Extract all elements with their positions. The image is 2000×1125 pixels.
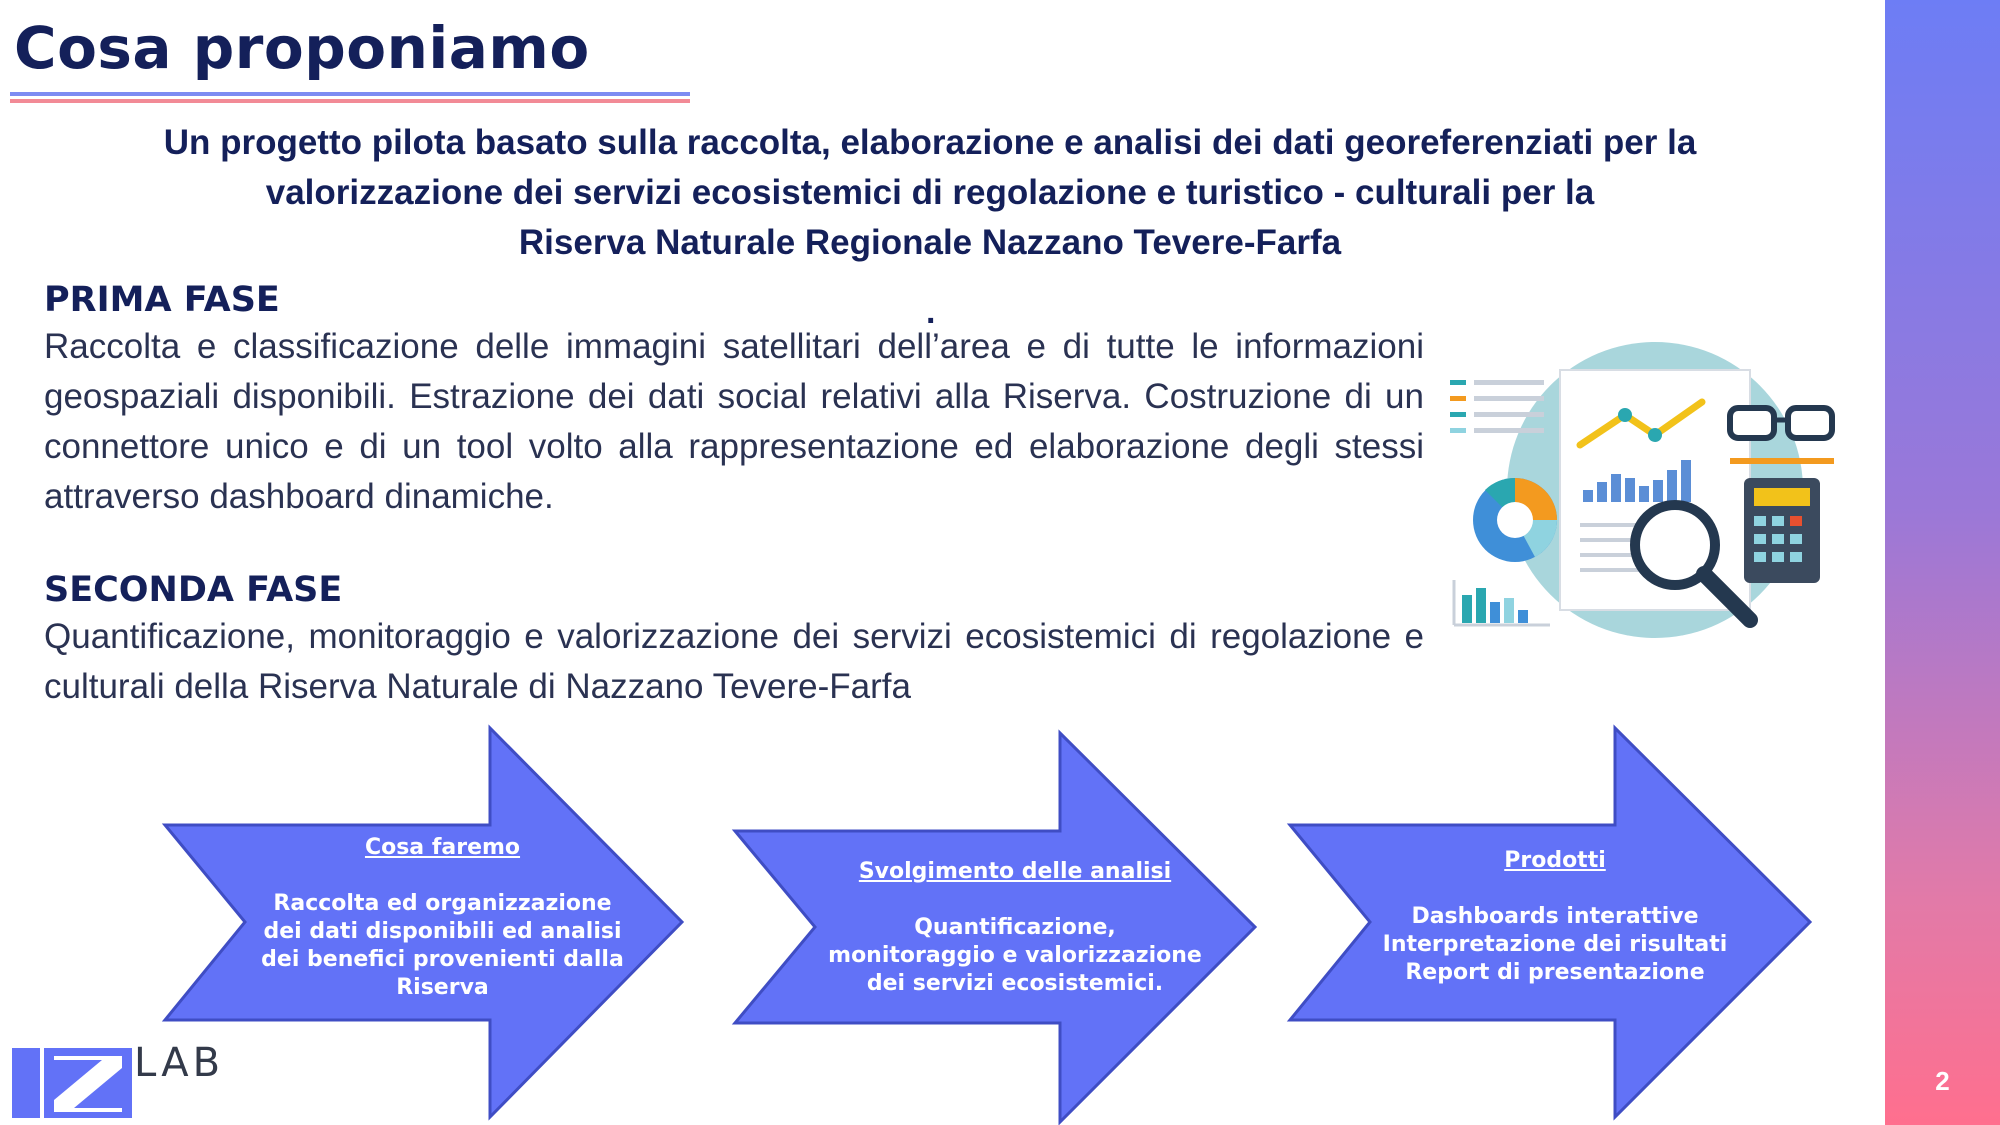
- step-3-heading: Prodotti: [1504, 848, 1606, 873]
- slide-title: Cosa proponiamo: [14, 14, 590, 82]
- title-underline-pink: [10, 99, 690, 103]
- stray-dot: .: [926, 293, 936, 331]
- step-1-description: Raccolta ed organizzazione dei dati disponibili ed analisi dei benefici provenienti dalla Riserva: [261, 891, 624, 1000]
- phase-1-body: Raccolta e classificazione delle immagini satellitari dell’area e di tutte le informazioni geospaziali disponibili. Estrazione dei dati social relativi alla Riserva. Costruzione di un connettore unico e di un tool volto alla rappresentazione ed elaborazione degli stessi attraverso dashboard dinamiche.: [44, 327, 1424, 516]
- small-bar-chart-icon: [1454, 580, 1550, 625]
- phase-1-heading: PRIMA FASE: [44, 280, 280, 320]
- phase-2-heading: SECONDA FASE: [44, 570, 343, 610]
- step-2-text: [810, 858, 1220, 998]
- subtitle-line: valorizzazione dei servizi ecosistemici di regolazione e turistico - culturali per la: [265, 173, 1595, 212]
- step-1-heading: Cosa faremo: [364, 835, 521, 860]
- page-number: 2: [1935, 1066, 1950, 1096]
- step-3-description: Dashboards interattive Interpretazione dei risultati Report di presentazione: [1382, 904, 1728, 985]
- step-1-text: [255, 834, 630, 1002]
- calculator-icon: [1744, 478, 1820, 583]
- step-2-description: Quantificazione, monitoraggio e valorizzazione dei servizi ecosistemici.: [828, 915, 1202, 996]
- pie-chart-icon: [1473, 478, 1557, 562]
- logo-lab-text: LAB: [134, 1040, 225, 1086]
- data-analytics-illustration: [1440, 330, 1850, 660]
- side-gradient-bar: [1885, 0, 2000, 1125]
- step-3-text: [1375, 847, 1735, 987]
- subtitle: [110, 118, 1750, 268]
- phase-2-body: Quantificazione, monitoraggio e valorizzazione dei servizi ecosistemici di regolazione e culturali della Riserva Naturale di Nazzano Tevere-Farfa: [44, 617, 1424, 706]
- subtitle-line: Riserva Naturale Regionale Nazzano Tevere-Farfa: [518, 223, 1342, 262]
- step-2-heading: Svolgimento delle analisi: [858, 859, 1172, 884]
- subtitle-line: Un progetto pilota basato sulla raccolta, elaborazione e analisi dei dati georeferenziati per la: [163, 123, 1697, 162]
- title-underline-blue: [10, 92, 690, 96]
